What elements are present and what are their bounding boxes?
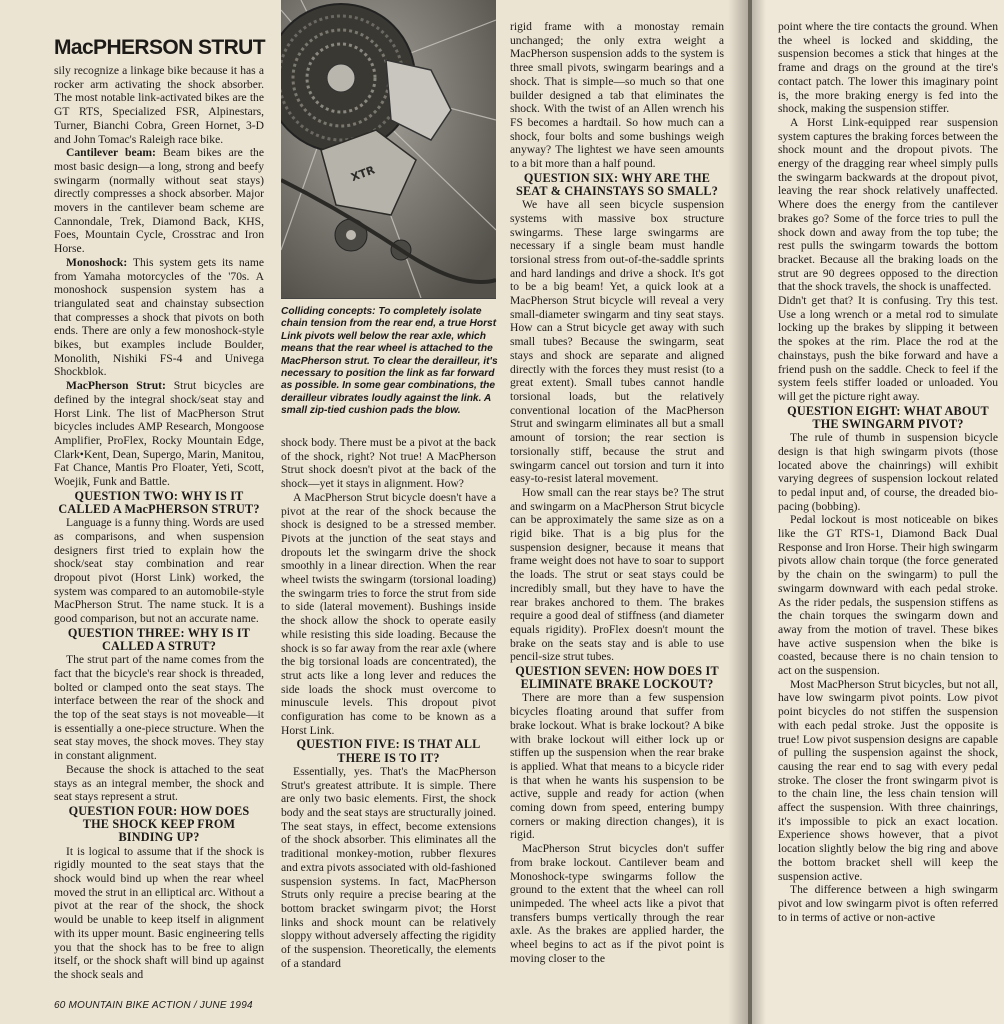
- photo-caption: Colliding concepts: To completely isolate chain tension from the rear end, a true Horst Link pivots well below the rear axle, which means that the rear wheel is attached to the MacPherson strut. To clear the derailleur, it's necessary to position the link as far forward as possible. In some gear combinations, the derailleur vibrates loudly against the link. A small zip-tied cushion pads the blow.: [281, 306, 498, 417]
- text-column-3: [510, 20, 724, 994]
- paragraph-text: This system gets its name from Yamaha motorcycles of the '70s. A monoshock suspension system has a triangulated seat and chainstay subsection that compresses a shock that pivots on both ends. There are only a few monoshock-style bikes, but examples include Boulder, Monolith, Nishiki FS-4 and Univega Shockblok.: [54, 255, 264, 379]
- paragraph: [54, 379, 264, 489]
- paragraph: [54, 653, 264, 763]
- paragraph-text: sily recognize a linkage bike because it has a rocker arm activating the shock absorber. The most notable link-activated bikes are the GT RTS, Specialized FSR, Alpinestars, Turner, Bianchi Cobra, Green Hornet, 3-D and John Tomac's Raleigh race bike.: [54, 64, 264, 146]
- section-heading: QUESTION THREE: WHY IS IT CALLED A STRUT?: [67, 625, 251, 654]
- paragraph: [54, 146, 264, 256]
- paragraph-text: point where the tire contacts the ground. When the wheel is locked and skidding, the suspension becomes a stick that hinges at the frame and drags on the ground at the tire's contact patch. The lower this imaginary point is, the more braking energy is fed into the shock, making the suspension stiffer.: [778, 20, 998, 116]
- section-heading: QUESTION FOUR: HOW DOES THE SHOCK KEEP FROM BINDING UP?: [68, 803, 250, 845]
- paragraph-text: MacPherson Strut bicycles don't suffer from brake lockout. Cantilever beam and Monoshock-type swingarms follow the ground to the extent that the wheel can roll unimpeded. The wheel acts like a pivot that transfers bumps vertically through the rear axle. As the brakes are applied harder, the wheel begins to act as if the pivot point is moving closer to the: [510, 842, 724, 965]
- paragraph: [54, 516, 264, 626]
- paragraph-text: Pedal lockout is most noticeable on bikes like the GT RTS-1, Diamond Back Dual Response and Iron Horse. Their high swingarm pivots allow chain torque (the force generated by the chain on the swingarm) to pull the swingarm downward with each pedal stroke. As the rider pedals, the suspension stiffens as the chain torques the swingarm down and away from the motion of travel. These bikes have active suspension when the bike is coasted, because there is no chain tension to act on the suspension.: [778, 513, 998, 678]
- paragraph: [510, 486, 724, 664]
- text-column-2: [281, 436, 496, 996]
- paragraph-text: The strut part of the name comes from the fact that the bicycle's rear shock is threaded, bolted or clamped onto the seat stays. The interface between the rear of the shock and the top of the seat stays is not moveable—it is essentially a one-piece structure. When the seat stay moves, the shock moves. They stay in constant alignment.: [54, 653, 264, 763]
- section-heading: QUESTION TWO: WHY IS IT CALLED A MacPHERSON STRUT?: [58, 488, 260, 516]
- section-heading: QUESTION SEVEN: HOW DOES IT ELIMINATE BRAKE LOCKOUT?: [515, 664, 719, 692]
- paragraph: [281, 491, 496, 738]
- paragraph-text: There are more than a few suspension bicycles floating around that suffer from brake lockout. What is brake lockout? A bike with brake lockout will either lock up or stiffen up the suspension when the rear brake is applied. What that means to a bicycle rider is that when he wants his suspension to be active, supple and ready for action (when coming down from speed, entering bumpy corners or making direction changes), it is rigid.: [510, 691, 724, 842]
- text-column-1: [54, 64, 264, 994]
- section-heading: QUESTION SIX: WHY ARE THE SEAT & CHAINSTAYS SO SMALL?: [515, 170, 719, 198]
- derailleur-photo: [281, 0, 496, 299]
- right-page: [752, 0, 1004, 1024]
- paragraph: [778, 294, 998, 404]
- paragraph: [778, 513, 998, 677]
- derailleur-photo-illustration: [281, 0, 496, 298]
- section-heading: QUESTION FIVE: IS THAT ALL THERE IS TO IT?: [296, 737, 481, 765]
- term-label: Cantilever beam:: [66, 146, 156, 160]
- paragraph-text: The difference between a high swingarm pivot and low swingarm pivot is often referred to in terms of active or non-active: [778, 883, 998, 924]
- paragraph-text: shock body. There must be a pivot at the back of the shock, right? Not true! A MacPherson Strut shock doesn't pivot at the back of the shock—yet it stays in alignment. How?: [281, 436, 496, 491]
- paragraph-text: Beam bikes are the most basic design—a long, strong and beefy swingarm (normally without seat stays) directly compresses a shock absorber. Major movers in the cantilever beam scheme are Cannondale, Trek, Diamond Back, KHS, Foes, Mountain Cycle, Crosstrac and Iron Horse.: [54, 146, 264, 256]
- gutter-shadow: [728, 0, 748, 1024]
- text-column-4: [778, 20, 998, 1005]
- paragraph: [510, 691, 724, 842]
- paragraph-text: The rule of thumb in suspension bicycle design is that high swingarm pivots (those located above the chainrings) will exhibit varying degrees of suspension lockout related to pedal input and, of course, the dreaded bio-pacing (bobbing).: [778, 431, 998, 513]
- paragraph: [510, 842, 724, 965]
- paragraph-text: Essentially, yes. That's the MacPherson Strut's greatest attribute. It is simple. There are only two basic elements. First, the shock body and the seat stays are structurally joined. The seat stays, in effect, become extensions of the shock absorber. This eliminates all the traditional monkey-motion, rubber flexures and extra pivots associated with old-fashioned suspension systems. In fact, MacPherson Struts only require a precise bearing at the bottom bracket swingarm pivot; the Horst links and shock mount can be relatively sloppy without adversely affecting the rigidity of the suspension. Theoretically, the elements of a standard: [281, 764, 496, 970]
- paragraph-text: Didn't get that? It is confusing. Try this test. Use a long wrench or a metal rod to simulate locking up the brakes by slipping it between the spokes at the rim. Place the rod at the chainstays, push the bike forward and have a friend push on the saddle. Check to feel if the system feels stiffer loaded or unloaded. You will get the picture right away.: [778, 294, 998, 403]
- paragraph-text: A Horst Link-equipped rear suspension system captures the braking forces between the shock mount and the dropout pivots. The energy of the dragging rear wheel simply pulls the swingarm backwards at the dropout pivot, leaving the rear shock relatively unaffected. Where does the energy from the cantilever brakes go? Some of the force tries to pull the shock down and away from the top tube; the rest pulls the swingarm towards the bottom bracket. Because all the braking loads on the strut are 90 degrees opposed to the direction that the shock travels, the shock is unaffected.: [778, 115, 998, 294]
- paragraph: [54, 763, 264, 804]
- term-label: MacPherson Strut:: [66, 379, 166, 393]
- paragraph-text: Language is a funny thing. Words are used as comparisons, and when suspension designers first tried to explain how the shock/seat stay combination and rear dropout pivot (Horst Link) worked, the system was compared to an automobile-style MacPherson Strut. The name stuck. It is a good comparison, but not an accurate name.: [54, 516, 264, 626]
- paragraph-text: A MacPherson Strut bicycle doesn't have a pivot at the rear of the shock because the shock is designed to be a stressed member. Pivots at the junction of the seat stays and dropouts let the swingarm drive the shock smoothly in a linear direction. When the rear wheel twists the swingarm (torsional loading) the swingarm tries to force the strut from side to side (lateral movement). Bushings inside the shock allow the shock to operate easily while resisting this side loading. Because the shock is so far away from the rear axle (where the big torsional loads are concentrated), the strut acts like a long lever and reduces the side loads the shock must overcome to minuscule levels. This dropout pivot configuration has come to be known as a Horst Link.: [281, 490, 496, 737]
- term-label: Monoshock:: [66, 255, 128, 269]
- paragraph: [778, 431, 998, 513]
- paragraph-text: Most MacPherson Strut bicycles, but not all, have low swingarm pivot points. Low pivot point bicycles do not stiffen the suspension with each pedal stroke. Just the opposite is true! Low pivot suspension designs are capable of pulling the suspension against the shock, causing the rear end to sag with every pedal stroke. The closer the front swingarm pivot is to the chain line, the less chain tension will affect the suspension. With three chainrings, it's impossible to pick an exact location. Experience shows however, that a pivot location slightly below the big ring and above the bottom bracket shell will keep the suspension active.: [778, 677, 998, 883]
- paragraph-text: How small can the rear stays be? The strut and swingarm on a MacPherson Strut bicycle can be approximately the same size as on a rigid bike. That is a big plus for the suspension designer, because it means that frame weight does not have to soar to support the loads. The strut or seat stays could be incredibly small, but they have to have the rear brakes anchored to them. The brakes require a good deal of stiffness (and diameter equals rigidity). ProFlex doesn't mount the brake on the seats stay and is able to use pencil-size strut tubes.: [510, 485, 724, 664]
- paragraph-text: It is logical to assume that if the shock is rigidly mounted to the seat stays that the shock would bind up when the rear wheel moved the strut in an elliptical arc. Without a pivot at the rear of the shock, the shock would be unable to keep itself in alignment with its upper mount. Basic engineering tells you that the shock has to be free to align itself, or the shock shaft will bind up against the shock seals and: [54, 844, 264, 981]
- gutter-shadow-right: [752, 0, 766, 1024]
- paragraph: [510, 20, 724, 171]
- svg-text:XTR: XTR: [349, 163, 377, 185]
- page-footer: 60 MOUNTAIN BIKE ACTION / JUNE 1994: [54, 1000, 253, 1011]
- paragraph-text: rigid frame with a monostay remain unchanged; the only extra weight a MacPherson suspension adds to the system is three small pivots, swingarm bearings and a shock. That is simple—so much so that one builder designed a tab that eliminates the shock. With the twist of an Allen wrench his FS becomes a hardtail. So how much can a shock, four bolts and some bushings weigh anyway? The lightest we have seen amounts to a bit more than a half pound.: [510, 20, 724, 171]
- paragraph-text: We have all seen bicycle suspension systems with massive box structure swingarms. These large swingarms are necessary if a single beam must handle torsional stress from out-of-the-saddle sprints and hard landings and drive a shock. It's got to be a big beam! Yet, a quick look at a MacPherson Strut bicycle will reveal a very small-diameter swingarm and tiny seat stays. How can a Strut bicycle get away with such small tubes? Because the swingarm, seat stays and shock are separate and aligned directly with the forces they must resist (to a great extent). Small tubes cannot handle torsional loads, but the relatively conventional location of the MacPherson Strut and swingarm eliminates all but a small amount of torsion; the rear section is torsionally stiff, because the strut and swingarm cancel out torsion and turn it into easy-to-resist lateral movement.: [510, 198, 724, 486]
- paragraph: [54, 256, 264, 379]
- paragraph: [778, 116, 998, 294]
- paragraph: [54, 64, 264, 146]
- paragraph: [778, 20, 998, 116]
- section-heading: QUESTION EIGHT: WHAT ABOUT THE SWINGARM PIVOT?: [787, 403, 989, 431]
- paragraph: [778, 678, 998, 884]
- paragraph: [510, 198, 724, 486]
- paragraph: [281, 765, 496, 971]
- paragraph-text: Because the shock is attached to the seat stays as an integral member, the shock and seat stays represent a strut.: [54, 762, 264, 804]
- paragraph: [778, 883, 998, 924]
- paragraph: [54, 845, 264, 982]
- paragraph: [281, 436, 496, 491]
- article-headline: MacPHERSON STRUT: [54, 36, 265, 59]
- paragraph-text: Strut bicycles are defined by the integral shock/seat stay and Horst Link. The list of MacPherson Strut bicycles includes AMP Research, Mongoose Amplifier, ProFlex, Rocky Mountain Edge, Clark•Kent, Dean, Supergo, Marin, Manitou, Fat Chance, Mantis Pro Floater, Yeti, Scott, Woejik, Funk and Battle.: [54, 379, 264, 489]
